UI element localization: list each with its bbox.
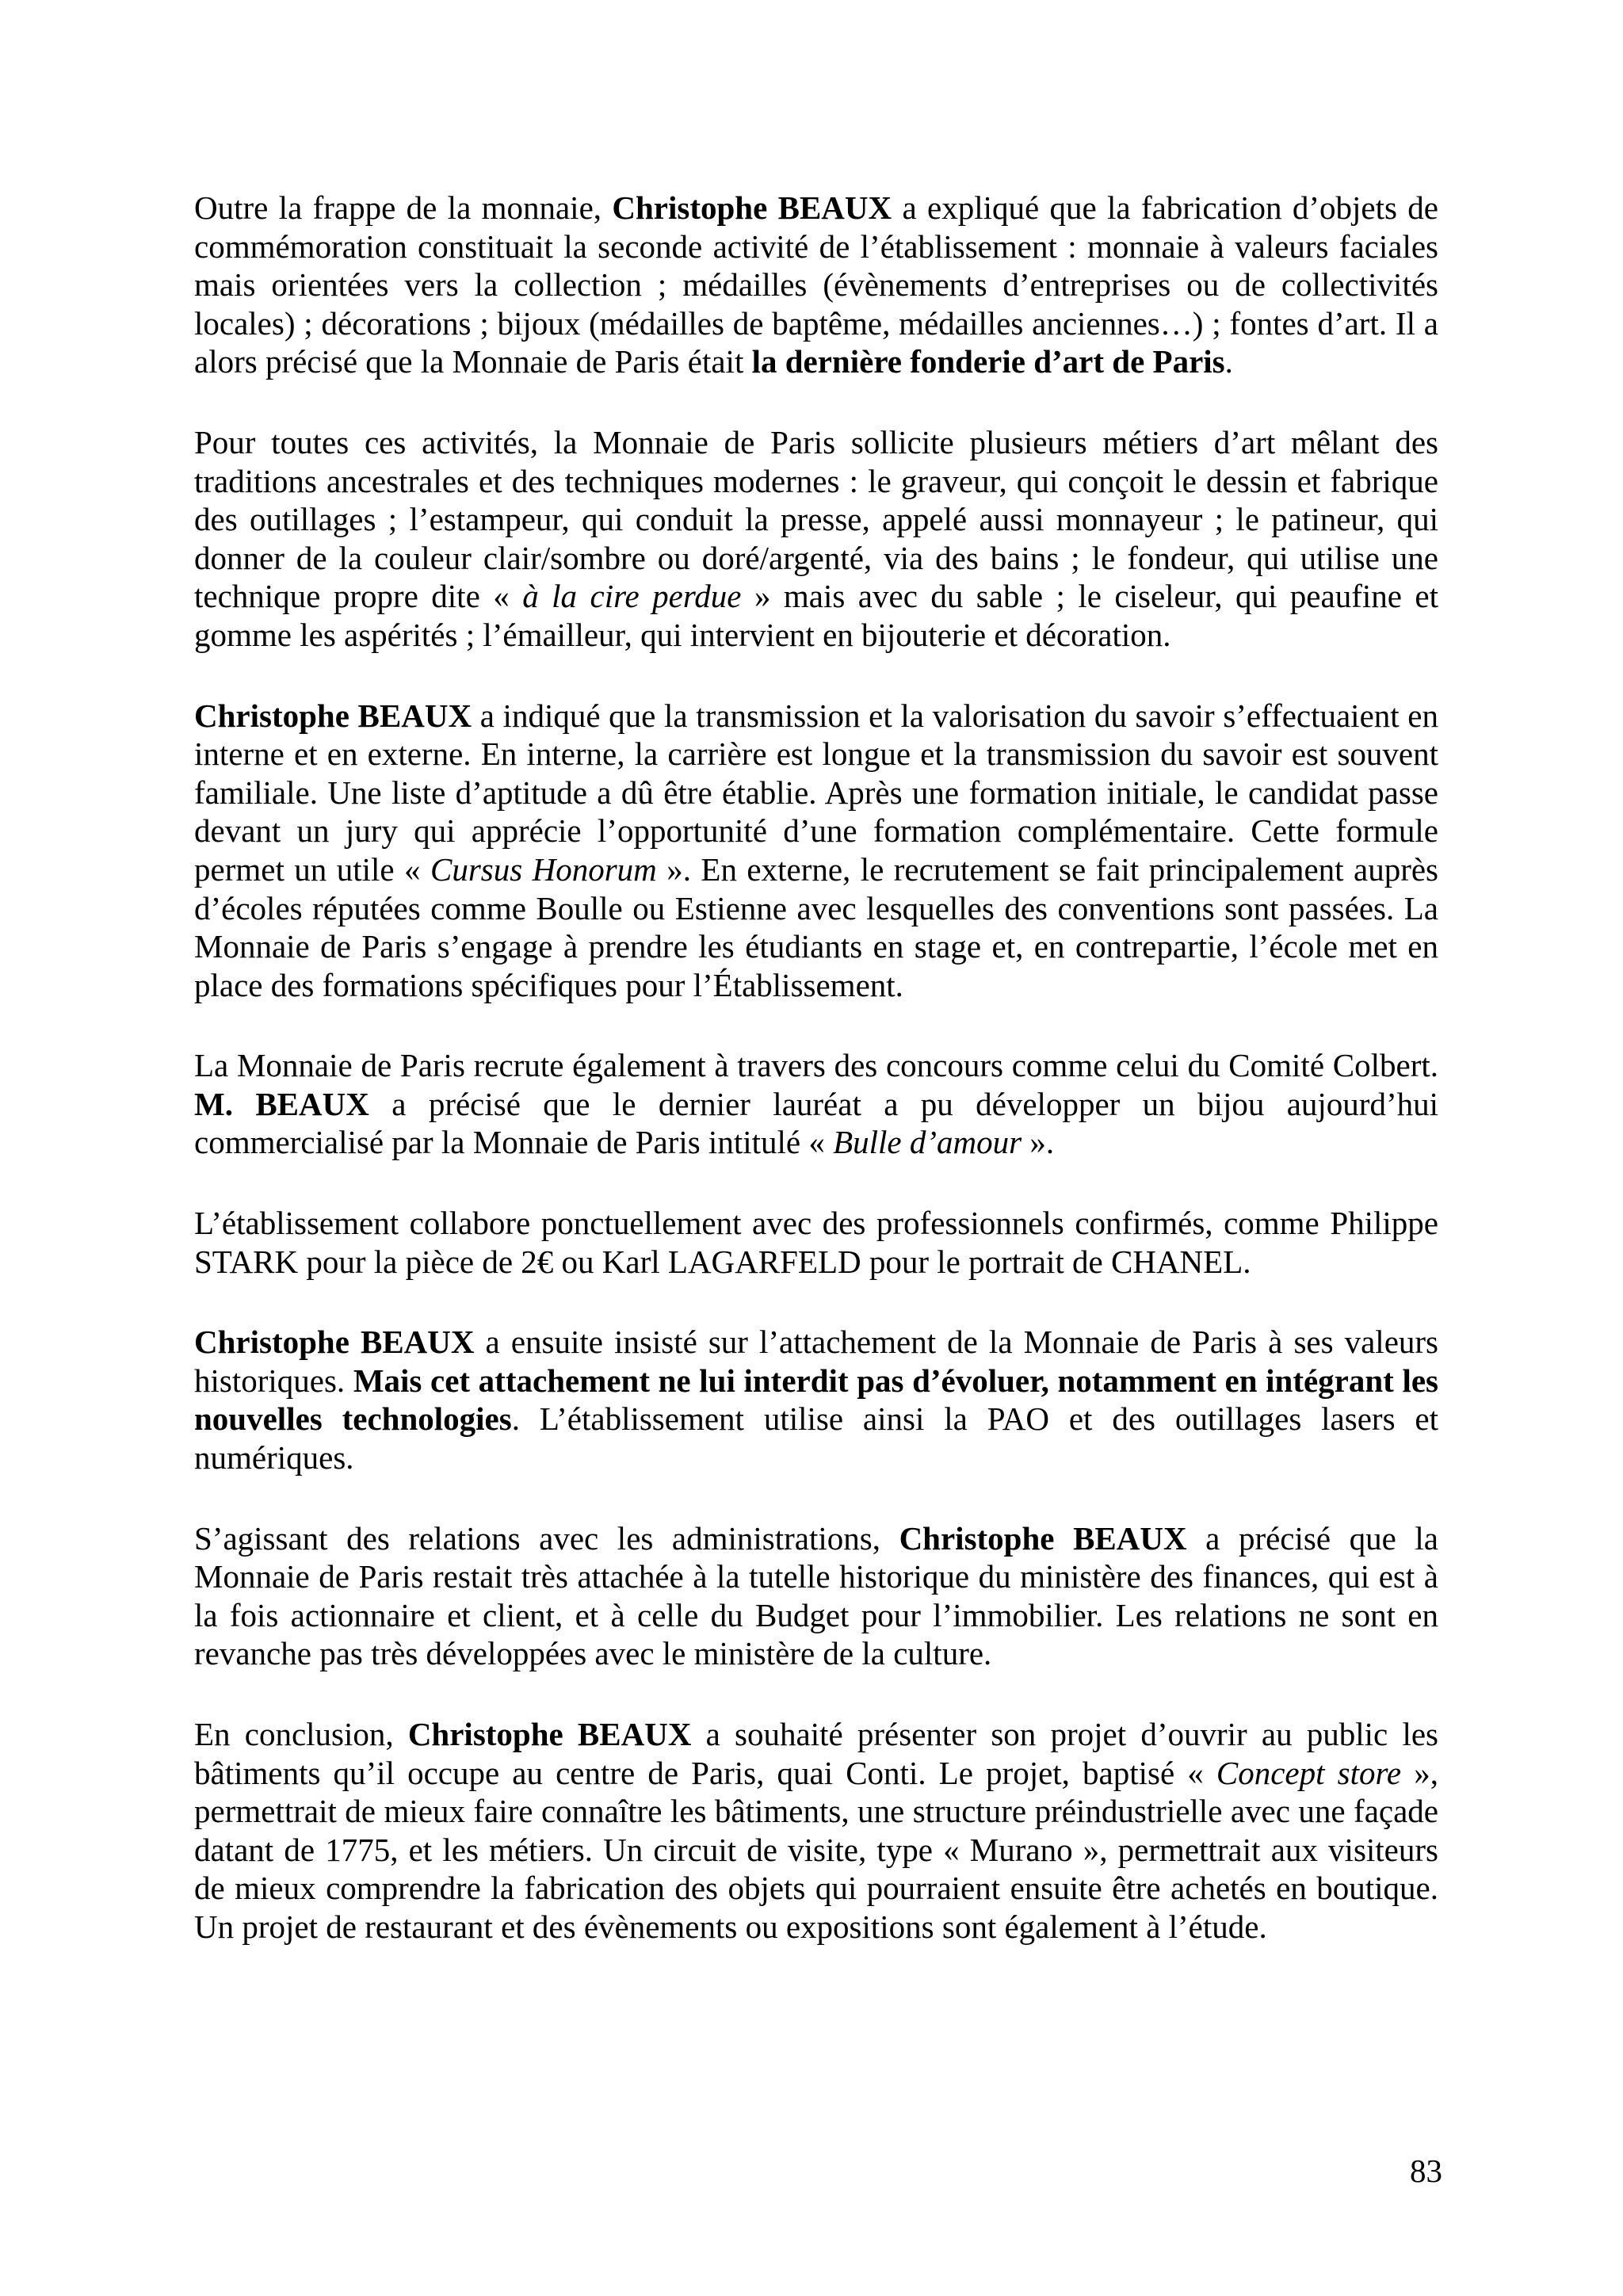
- bold-text: Christophe BEAUX: [899, 1519, 1187, 1557]
- bold-text: Christophe BEAUX: [194, 697, 472, 734]
- paragraph: [194, 1046, 1438, 1162]
- italic-text: Bulle d’amour: [833, 1124, 1022, 1161]
- text-run: L’établissement collabore ponctuellement avec des professionnels confirmés, comme Philippe STARK pour la pièce de 2€ ou Karl LAGARFELD pour le portrait de CHANEL.: [194, 1205, 1438, 1280]
- paragraph: [194, 1323, 1438, 1477]
- text-run: a ensuite insisté sur l’attachement de la Monnaie de Paris à ses valeurs historiques.: [194, 1324, 1439, 1399]
- text-run: a expliqué que la fabrication d’objets de commémoration constituait la seconde activité de l’établissement : monnaie à valeurs faciales mais orientées vers la collection ; médailles (évènements d’entreprises ou de collectivités locales) ; décorations ; bijoux (médailles de baptême, médailles anciennes…) ; fontes d’art. Il a alors précisé que la Monnaie de Paris était: [194, 189, 1438, 380]
- page-number: 83: [1410, 2153, 1442, 2189]
- bold-text: Mais cet attachement ne lui interdit pas d’évoluer, notamment en intégrant les nouvelles technologies: [194, 1362, 1438, 1438]
- bold-text: Christophe BEAUX: [407, 1716, 692, 1752]
- text-run: S’agissant des relations avec les administrations,: [194, 1519, 899, 1557]
- paragraph: [194, 1519, 1438, 1673]
- paragraph: [194, 189, 1438, 381]
- italic-text: Concept store: [1216, 1754, 1402, 1791]
- text-run: » mais avec du sable ; le ciseleur, qui peaufine et gomme les aspérités ; l’émailleur, qui intervient en bijouterie et décoration.: [194, 578, 1438, 653]
- paragraph: [194, 1204, 1438, 1281]
- bold-text: Christophe BEAUX: [194, 1324, 475, 1361]
- italic-text: Cursus Honorum: [430, 850, 657, 888]
- bold-text: M. BEAUX: [194, 1085, 369, 1122]
- paragraph: [194, 1715, 1438, 1946]
- italic-text: à la cire perdue: [522, 578, 742, 615]
- paragraph: [194, 697, 1438, 1005]
- bold-text: Christophe BEAUX: [612, 189, 892, 226]
- bold-text: la dernière fonderie d’art de Paris: [751, 343, 1225, 380]
- text-run: .: [1224, 343, 1233, 380]
- text-run: a précisé que la Monnaie de Paris restait très attachée à la tutelle historique du ministère des finances, qui est à la fois actionnaire et client, et à celle du Budget pour l’immobilier. Les relations ne sont en revanche pas très développées avec le ministère de la culture.: [194, 1519, 1439, 1672]
- text-run: . L’établissement utilise ainsi la PAO et des outillages lasers et numériques.: [194, 1400, 1438, 1477]
- text-run: La Monnaie de Paris recrute également à travers des concours comme celui du Comité Colbert.: [194, 1047, 1438, 1084]
- text-run: a précisé que le dernier lauréat a pu développer un bijou aujourd’hui commercialisé par la Monnaie de Paris intitulé «: [194, 1085, 1439, 1161]
- paragraph: [194, 423, 1438, 655]
- text-run: », permettrait de mieux faire connaître les bâtiments, une structure préindustrielle avec une façade datant de 1775, et les métiers. Un circuit de visite, type « Murano », permettrait aux visiteurs de mieux comprendre la fabrication des objets qui pourraient ensuite être achetés en boutique. Un projet de restaurant et des évènements ou expositions sont également à l’étude.: [194, 1754, 1438, 1945]
- text-run: En conclusion,: [194, 1716, 408, 1752]
- text-run: ». En externe, le recrutement se fait principalement auprès d’écoles réputées comme Boulle ou Estienne avec lesquelles des conventions sont passées. La Monnaie de Paris s’engage à prendre les étudiants en stage et, en contrepartie, l’école met en place des formations spécifiques pour l’Établissement.: [194, 850, 1438, 1003]
- text-run: a souhaité présenter son projet d’ouvrir au public les bâtiments qu’il occupe au centre de Paris, quai Conti. Le projet, baptisé «: [194, 1716, 1438, 1791]
- text-run: ».: [1022, 1124, 1055, 1161]
- document-body: [194, 189, 1438, 1988]
- text-run: Pour toutes ces activités, la Monnaie de Paris sollicite plusieurs métiers d’art mêlant des traditions ancestrales et des techniques modernes : le graveur, qui conçoit le dessin et fabrique des outillages ; l’estampeur, qui conduit la presse, appelé aussi monnayeur ; le patineur, qui donner de la couleur clair/sombre ou doré/argenté, via des bains ; le fondeur, qui utilise une technique propre dite «: [194, 423, 1438, 615]
- text-run: a indiqué que la transmission et la valorisation du savoir s’effectuaient en interne et en externe. En interne, la carrière est longue et la transmission du savoir est souvent familiale. Une liste d’aptitude a dû être établie. Après une formation initiale, le candidat passe devant un jury qui apprécie l’opportunité d’une formation complémentaire. Cette formule permet un utile «: [194, 697, 1438, 888]
- text-run: Outre la frappe de la monnaie,: [194, 189, 613, 226]
